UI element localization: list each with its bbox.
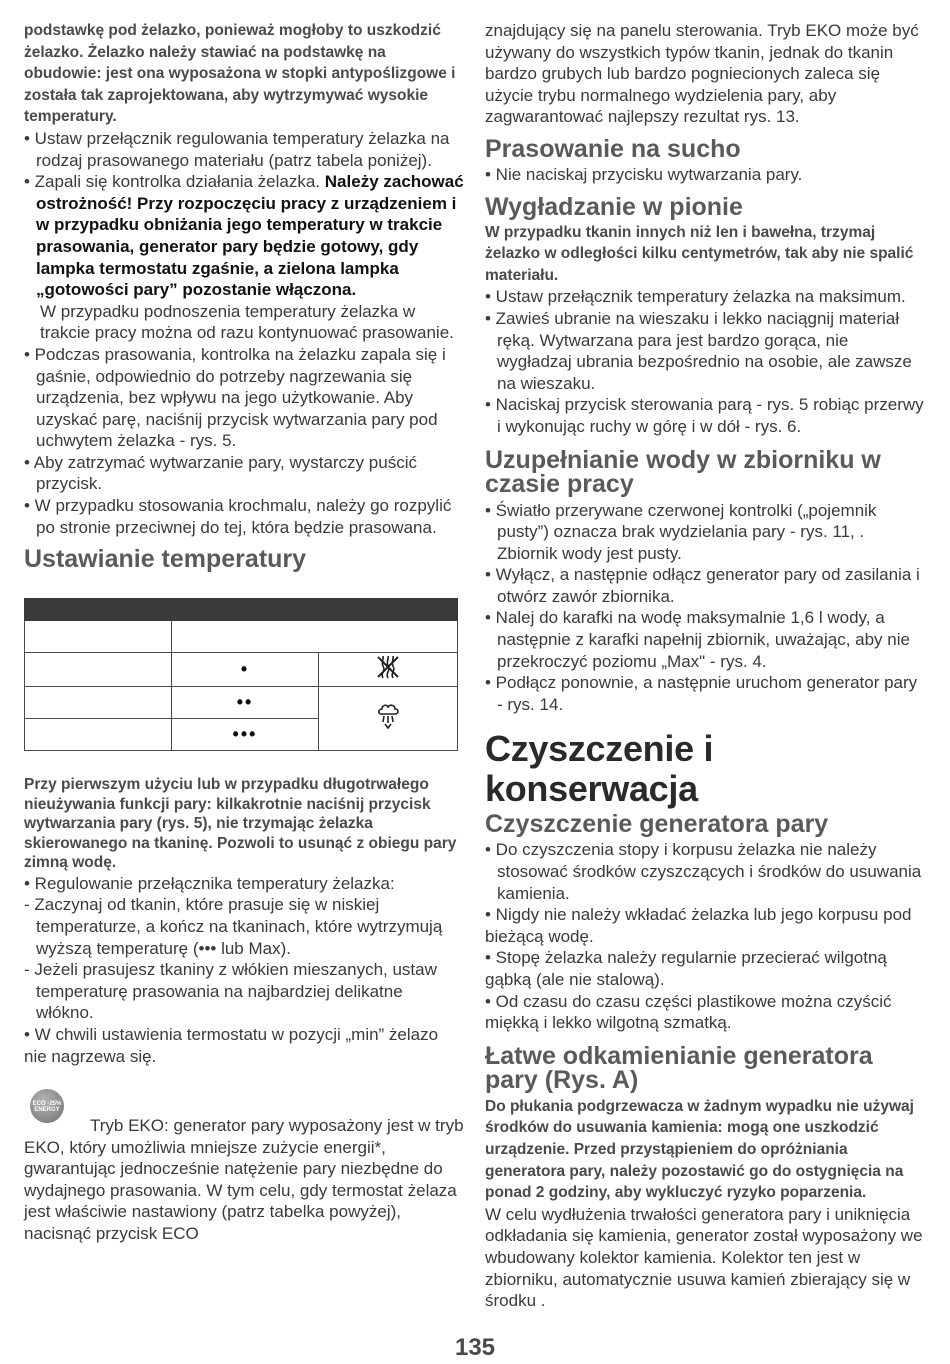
list-item: - Jeżeli prasujesz tkaniny z włókien mieszanych, ustaw temperaturę prasowania na najbardziej delikatne włókno. xyxy=(24,960,437,1023)
heading-dry-ironing: Prasowanie na sucho xyxy=(485,134,741,163)
no-steam-icon xyxy=(319,653,458,687)
table-cell xyxy=(25,621,172,653)
left-column xyxy=(24,20,464,1245)
descaling-paragraph: W celu wydłużenia trwałości generatora pary i uniknięcia odkładania się kamienia, generator został wyposażony we wbudowany kolektor kamienia. Kolektor ten jest w zbiorniku, automatycznie usuwa kamień zbierający się w środku . xyxy=(485,1204,923,1311)
list-item: • Nigdy nie należy wkładać żelazka lub jego korpusu pod bieżącą wodę. xyxy=(485,905,912,946)
list-item: • Aby zatrzymać wytwarzanie pary, wystarczy puścić przycisk. xyxy=(24,452,417,494)
temp-dot-1: • xyxy=(172,653,319,687)
list-item: • Nie naciskaj przycisku wytwarzania pary. xyxy=(485,164,803,184)
table-header xyxy=(25,599,458,621)
eco-paragraph-continued: znajdujący się na panelu sterowania. Tryb EKO może być używany do wszystkich typów tkanin, jednak do tkanin bardzo grubych lub bardzo pogniecionych zaleca się użycie trybu normalnego wydzielenia pary, aby zagwarantować najlepszy rezultat rys. 13. xyxy=(485,21,919,127)
eco-paragraph: Tryb EKO: generator pary wyposażony jest w tryb EKO, który umożliwia mniejsze zużycie energii*, gwarantując jednocześnie natężenie pary niezbędne do wydajnego prasowania. W tym celu, gdy termostat żelaza jest właściwie nastawiony (patrz tabelka powyżej), nacisnąć przycisk ECO xyxy=(24,1116,464,1244)
steam-icon xyxy=(319,687,458,751)
table-cell xyxy=(25,653,172,687)
table-cell xyxy=(172,621,458,653)
list-item: • Wyłącz, a następnie odłącz generator pary od zasilania i otwórz zawór zbiornika. xyxy=(485,565,920,606)
list-item: • Zawieś ubranie na wieszaku i lekko naciągnij materiał ręką. Wytwarzana para jest bardzo gorąca, nie wygładzaj ubrania bezpośrednio na osobie, ale zawsze na wieszaku. xyxy=(485,308,912,393)
temperature-table xyxy=(24,598,458,751)
heading-descaling: Łatwe odkamienianie generatora pary (Rys. A) xyxy=(485,1041,873,1094)
list-item: • Regulowanie przełącznika temperatury żelazka: xyxy=(24,873,395,893)
list-item: • Podłącz ponownie, a następnie uruchom generator pary - rys. 14. xyxy=(485,673,918,714)
list-item: • Do czyszczenia stopy i korpusu żelazka nie należy stosować środków czyszczących i środków do usuwania kamienia. xyxy=(485,840,922,903)
list-item: • Ustaw przełącznik temperatury żelazka na maksimum. xyxy=(485,287,906,307)
caution-text: Należy zachować ostrożność! Przy rozpoczęciu pracy z urządzeniem i w przypadku obniżania jego temperatury w trakcie prasowania, generator pary będzie gotowy, gdy lampka termostatu zgaśnie, a zielona lampka „gotowości pary” pozostanie włączona. xyxy=(36,172,464,300)
list-item: • Naciskaj przycisk sterowania parą - rys. 5 robiąc przerwy i wykonując ruchy w górę i w dół - rys. 6. xyxy=(485,395,924,436)
temp-dot-2: •• xyxy=(172,687,319,719)
list-item: • Podczas prasowania, kontrolka na żelazku zapala się i gaśnie, odpowiednio do potrzeby nagrzewania się urządzenia, bez wpływu na jego użytkowanie. Aby uzyskać parę, naciśnij przycisk wytwarzania pary pod uchwytem żelazka - rys. 5. xyxy=(24,344,446,451)
first-use-warning: Przy pierwszym użyciu lub w przypadku długotrwałego nieużywania funkcji pary: kilkakrotnie naciśnij przycisk wytwarzania pary (rys. 5), nie trzymając żelazka skierowanego na tkaninę. Pozwoli to usunąć z obiegu pary zimną wodę. xyxy=(24,776,457,872)
intro-warning: podstawkę pod żelazko, ponieważ mogłoby to uszkodzić żelazko. Żelazko należy stawiać na podstawkę na obudowie: jest ona wyposażona w stopki antypoślizgowe i została tak zaprojektowana, aby wytrzymywać wysokie temperatury. xyxy=(24,22,456,126)
list-item xyxy=(24,171,464,301)
eco-icon: ECO -25% ENERGY xyxy=(30,1089,64,1123)
list-item: • Światło przerywane czerwonej kontrolki („pojemnik pusty”) oznacza brak wydzielania pary - rys. 11, . Zbiornik wody jest pusty. xyxy=(485,500,877,563)
heading-cleaning-generator: Czyszczenie generatora pary xyxy=(485,810,829,839)
list-item-continuation: W przypadku podnoszenia temperatury żelazka w trakcie pracy można od razu kontynuować prasowanie. xyxy=(40,301,454,343)
eco-icon-row xyxy=(24,1089,464,1123)
vertical-warning: W przypadku tkanin innych niż len i bawełna, trzymaj żelazko w odległości kilku centymetrów, tak aby nie spalić materiału. xyxy=(485,223,914,284)
right-column xyxy=(485,20,925,1312)
list-item: • W przypadku stosowania krochmalu, należy go rozpylić po stronie przeciwnej do tej, która będzie prasowana. xyxy=(24,496,452,537)
list-item: - Zaczynaj od tkanin, które prasuje się w niskiej temperaturze, a kończ na tkaninach, które wytrzymują wyższą temperaturę (••• lub Max). xyxy=(24,895,443,958)
heading-temperature: Ustawianie temperatury xyxy=(24,545,307,574)
table-cell xyxy=(25,687,172,719)
heading-refill: Uzupełnianie wody w zbiorniku w czasie pracy xyxy=(485,445,881,498)
list-item-text: • Zapali się kontrolka działania żelazka. xyxy=(24,172,325,192)
table-cell xyxy=(25,719,172,751)
page-number: 135 xyxy=(454,1334,496,1361)
list-item: • Nalej do karafki na wodę maksymalnie 1,6 l wody, a następnie z karafki napełnij zbiornik, uważając, aby nie przekroczyć poziomu „Max" - rys. 4. xyxy=(485,608,910,671)
descaling-warning: Do płukania podgrzewacza w żadnym wypadku nie używaj środków do usuwania kamienia: mogą one uszkodzić urządzenie. Przed przystąpieniem do opróżniania generatora pary, należy pozostawić go do ostygnięcia na ponad 2 godziny, aby wykluczyć ryzyko poparzenia. xyxy=(485,1097,914,1202)
heading-cleaning-maintenance: Czyszczenie i konserwacja xyxy=(485,728,714,810)
list-item: • Stopę żelazka należy regularnie przecierać wilgotną gąbką (ale nie stalową). xyxy=(485,948,887,989)
list-item: • W chwili ustawienia termostatu w pozycji „min” żelazo nie nagrzewa się. xyxy=(24,1024,439,1066)
list-item: • Od czasu do czasu części plastikowe można czyścić miękką i lekko wilgotną szmatką. xyxy=(485,991,892,1033)
heading-vertical-steaming: Wygładzanie w pionie xyxy=(485,192,743,221)
list-item: • Ustaw przełącznik regulowania temperatury żelazka na rodzaj prasowanego materiału (patrz tabela poniżej). xyxy=(24,128,450,170)
temp-dot-3: ••• xyxy=(172,719,319,751)
